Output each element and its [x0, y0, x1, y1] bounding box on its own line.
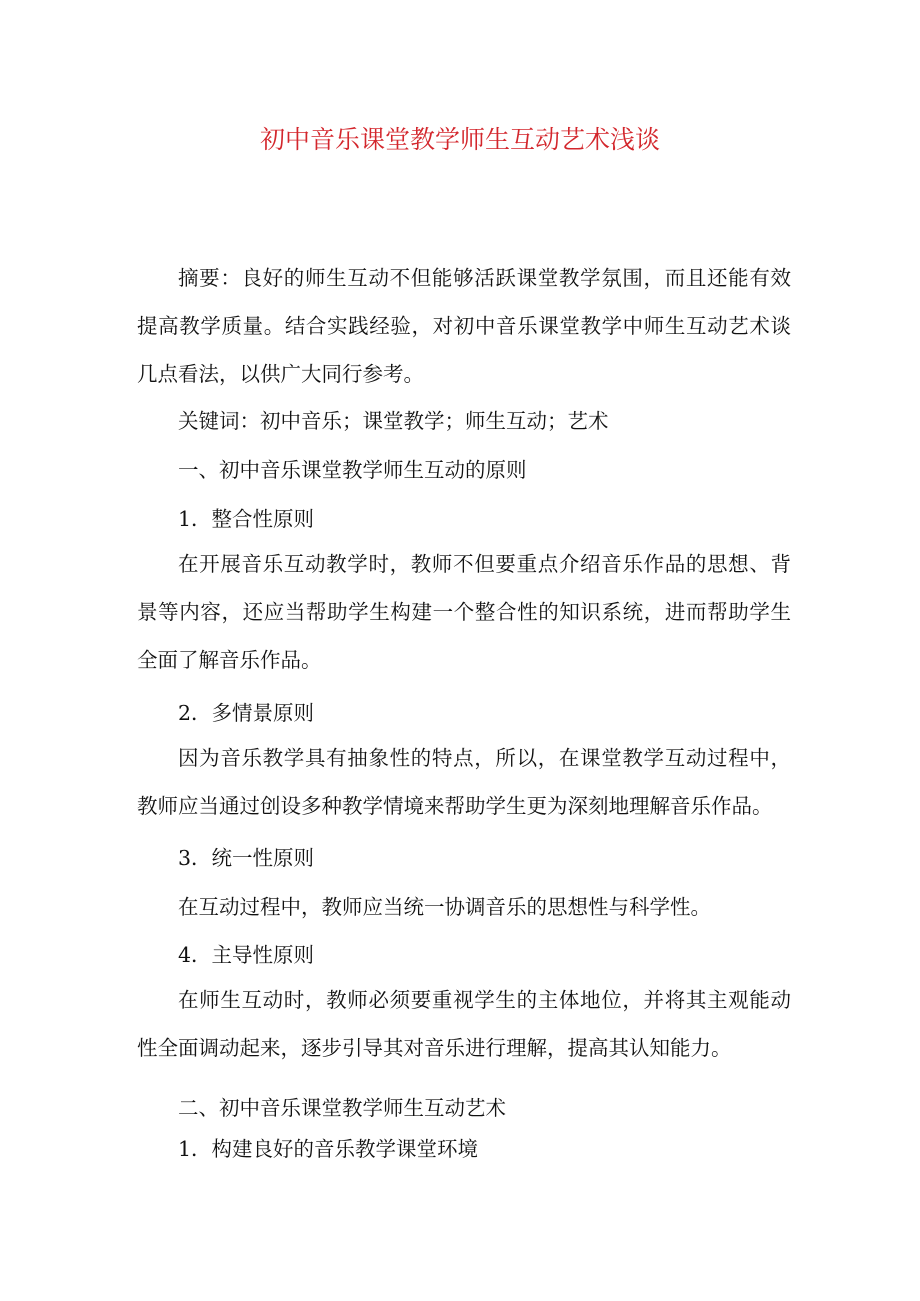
keywords-line: 关键词：初中音乐；课堂教学；师生互动；艺术	[178, 409, 609, 433]
section2-heading: 二、初中音乐课堂教学师生互动艺术	[178, 1096, 506, 1120]
principle-2-body: 因为音乐教学具有抽象性的特点，所以，在课堂教学互动过程中，教师应当通过创设多种教学情境来帮助学生更为深刻地理解音乐作品。	[137, 746, 791, 818]
principle-3-heading: 3．统一性原则	[178, 846, 315, 870]
art-1-heading: 1．构建良好的音乐教学课堂环境	[178, 1137, 479, 1161]
section1-heading: 一、初中音乐课堂教学师生互动的原则	[178, 458, 527, 482]
principle-1-heading: 1．整合性原则	[178, 507, 315, 531]
principle-4-body: 在师生互动时，教师必须要重视学生的主体地位，并将其主观能动性全面调动起来，逐步引导其对音乐进行理解，提高其认知能力。	[137, 988, 791, 1060]
document-title: 初中音乐课堂教学师生互动艺术浅谈	[259, 125, 660, 154]
principle-3-body: 在互动过程中，教师应当统一协调音乐的思想性与科学性。	[178, 895, 711, 919]
principle-4-heading: 4．主导性原则	[178, 943, 315, 967]
abstract-paragraph: 摘要：良好的师生互动不但能够活跃课堂教学氛围，而且还能有效提高教学质量。结合实践经验，对初中音乐课堂教学中师生互动艺术谈几点看法，以供广大同行参考。	[137, 266, 791, 386]
principle-1-body: 在开展音乐互动教学时，教师不但要重点介绍音乐作品的思想、背景等内容，还应当帮助学生构建一个整合性的知识系统，进而帮助学生全面了解音乐作品。	[137, 552, 791, 672]
principle-2-heading: 2．多情景原则	[178, 701, 315, 725]
